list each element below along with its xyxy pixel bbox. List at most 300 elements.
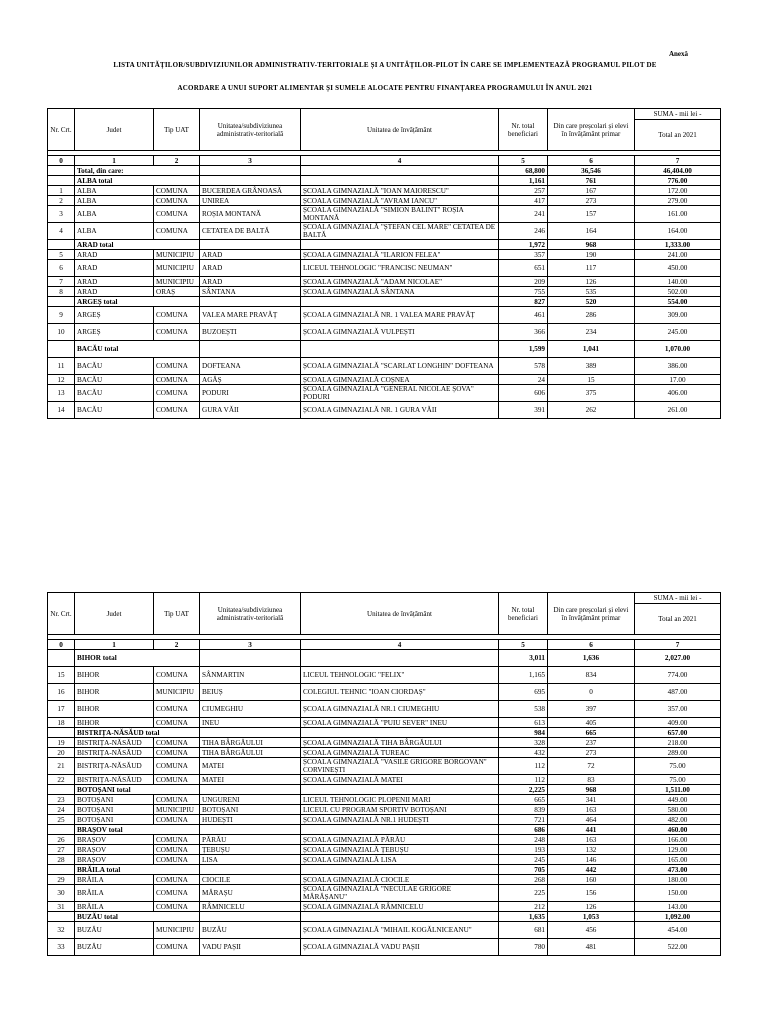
- total-primar: 442: [548, 865, 635, 875]
- county-total-row: [48, 825, 721, 835]
- row-nr: 19: [48, 738, 75, 748]
- row-tip-uat: MUNICIPIU: [154, 684, 200, 701]
- total-label: BIHOR total: [75, 650, 200, 667]
- row-primar: 456: [548, 922, 635, 939]
- total-nr-cell: [48, 341, 75, 358]
- row-primar: 164: [548, 223, 635, 240]
- row-uat: RÂMNICELU: [200, 902, 301, 912]
- header-judet: Judet: [75, 109, 154, 151]
- total-beneficiari: 1,161: [499, 176, 548, 186]
- column-number: 7: [635, 640, 721, 650]
- row-primar: 0: [548, 684, 635, 701]
- row-school: ȘCOALA GIMNAZIALĂ "SIMION BALINT" ROȘIA MONTANĂ: [301, 206, 499, 223]
- row-primar: 375: [548, 385, 635, 402]
- row-beneficiari: 432: [499, 748, 548, 758]
- row-uat: UNIREA: [200, 196, 301, 206]
- row-suma: 164.00: [635, 223, 721, 240]
- header-unitatea: Unitatea/subdiviziunea administrativ-teritorială: [200, 109, 301, 151]
- total-nr-cell: [48, 297, 75, 307]
- row-suma: 357.00: [635, 701, 721, 718]
- row-nr: 16: [48, 684, 75, 701]
- table-row: [48, 277, 721, 287]
- row-suma: 409.00: [635, 718, 721, 728]
- row-primar: 163: [548, 805, 635, 815]
- row-tip-uat: COMUNA: [154, 758, 200, 775]
- county-total-row: [48, 341, 721, 358]
- row-beneficiari: 538: [499, 701, 548, 718]
- row-tip-uat: COMUNA: [154, 775, 200, 785]
- table-row: [48, 748, 721, 758]
- row-school: ȘCOALA GIMNAZIALĂ ȚEBUȘU: [301, 845, 499, 855]
- row-school: ȘCOALA GIMNAZIALĂ "SCARLAT LONGHIN" DOFTEANA: [301, 358, 499, 375]
- row-uat: VADU PAȘII: [200, 939, 301, 956]
- table-row: [48, 885, 721, 902]
- row-primar: 535: [548, 287, 635, 297]
- total-label: ARAD total: [75, 240, 200, 250]
- row-judet: BUZĂU: [75, 939, 154, 956]
- row-school: ȘCOALA GIMNAZIALĂ "NECULAE GRIGORE MĂRĂȘANU": [301, 885, 499, 902]
- row-nr: 13: [48, 385, 75, 402]
- column-number: 2: [154, 156, 200, 166]
- total-beneficiari: 2,225: [499, 785, 548, 795]
- total-label: ARGEȘ total: [75, 297, 200, 307]
- total-nr-cell: [48, 825, 75, 835]
- row-school: ȘCOALA GIMNAZIALĂ LISA: [301, 855, 499, 865]
- table-row: [48, 775, 721, 785]
- row-uat: TIHA BÂRGĂULUI: [200, 748, 301, 758]
- row-beneficiari: 112: [499, 775, 548, 785]
- table-row: [48, 718, 721, 728]
- row-tip-uat: COMUNA: [154, 324, 200, 341]
- table-row: [48, 385, 721, 402]
- table-row: [48, 738, 721, 748]
- row-nr: 15: [48, 667, 75, 684]
- row-school: ȘCOALA GIMNAZIALĂ "MIHAIL KOGĂLNICEANU": [301, 922, 499, 939]
- row-judet: BIHOR: [75, 684, 154, 701]
- row-uat: PĂRĂU: [200, 835, 301, 845]
- total-primar: 1,636: [548, 650, 635, 667]
- row-nr: 23: [48, 795, 75, 805]
- total-beneficiari: 827: [499, 297, 548, 307]
- row-nr: 9: [48, 307, 75, 324]
- row-suma: 241.00: [635, 250, 721, 260]
- row-suma: 386.00: [635, 358, 721, 375]
- row-school: ȘCOALA GIMNAZIALĂ "ADAM NICOLAE": [301, 277, 499, 287]
- row-tip-uat: COMUNA: [154, 748, 200, 758]
- row-suma: 75.00: [635, 775, 721, 785]
- row-suma: 17.00: [635, 375, 721, 385]
- row-uat: LISA: [200, 855, 301, 865]
- row-uat: GURA VĂII: [200, 402, 301, 419]
- total-nr-cell: [48, 176, 75, 186]
- row-nr: 27: [48, 845, 75, 855]
- table-row: [48, 375, 721, 385]
- table-row: [48, 223, 721, 240]
- row-judet: BRAȘOV: [75, 835, 154, 845]
- table-row: [48, 835, 721, 845]
- row-beneficiari: 268: [499, 875, 548, 885]
- row-primar: 160: [548, 875, 635, 885]
- row-uat: BUZOEȘTI: [200, 324, 301, 341]
- total-beneficiari: 68,800: [499, 166, 548, 176]
- row-primar: 286: [548, 307, 635, 324]
- row-nr: 20: [48, 748, 75, 758]
- row-judet: BOTOȘANI: [75, 795, 154, 805]
- annex-label: Anexă: [668, 50, 688, 58]
- total-label: BISTRIȚA-NĂSĂUD total: [75, 728, 200, 738]
- total-suma: 1,333.00: [635, 240, 721, 250]
- row-beneficiari: 780: [499, 939, 548, 956]
- column-number: 6: [548, 156, 635, 166]
- row-school: ȘCOALA GIMNAZIALĂ CIOCILE: [301, 875, 499, 885]
- column-number: 5: [499, 156, 548, 166]
- row-beneficiari: 681: [499, 922, 548, 939]
- total-primar: 665: [548, 728, 635, 738]
- county-total-row: [48, 240, 721, 250]
- row-tip-uat: COMUNA: [154, 939, 200, 956]
- row-uat: ȚEBUȘU: [200, 845, 301, 855]
- row-beneficiari: 328: [499, 738, 548, 748]
- row-primar: 132: [548, 845, 635, 855]
- row-beneficiari: 651: [499, 260, 548, 277]
- row-beneficiari: 24: [499, 375, 548, 385]
- row-nr: 21: [48, 758, 75, 775]
- row-uat: TIHA BÂRGĂULUI: [200, 738, 301, 748]
- row-judet: BIHOR: [75, 718, 154, 728]
- row-beneficiari: 193: [499, 845, 548, 855]
- row-school: ȘCOALA GIMNAZIALĂ "VASILE GRIGORE BORGOVAN" CORVINEȘTI: [301, 758, 499, 775]
- total-suma: 1,092.00: [635, 912, 721, 922]
- table-row: [48, 186, 721, 196]
- row-uat: VALEA MARE PRAVĂȚ: [200, 307, 301, 324]
- row-nr: 12: [48, 375, 75, 385]
- header-beneficiari: Nr. total beneficiari: [499, 109, 548, 151]
- total-empty-cell: [200, 825, 301, 835]
- row-school: COLEGIUL TEHNIC "IOAN CIORDAȘ": [301, 684, 499, 701]
- row-nr: 11: [48, 358, 75, 375]
- row-beneficiari: 357: [499, 250, 548, 260]
- row-suma: 129.00: [635, 845, 721, 855]
- row-uat: PODURI: [200, 385, 301, 402]
- row-tip-uat: COMUNA: [154, 186, 200, 196]
- total-empty-cell: [301, 785, 499, 795]
- row-primar: 83: [548, 775, 635, 785]
- row-beneficiari: 417: [499, 196, 548, 206]
- row-judet: ARAD: [75, 260, 154, 277]
- row-suma: 218.00: [635, 738, 721, 748]
- total-empty-cell: [301, 650, 499, 667]
- row-tip-uat: MUNICIPIU: [154, 277, 200, 287]
- row-school: ȘCOALA GIMNAZIALĂ "PUIU SEVER" INEU: [301, 718, 499, 728]
- row-primar: 389: [548, 358, 635, 375]
- row-judet: BUZĂU: [75, 922, 154, 939]
- row-suma: 487.00: [635, 684, 721, 701]
- row-tip-uat: COMUNA: [154, 885, 200, 902]
- header-row: [48, 593, 721, 604]
- row-primar: 273: [548, 748, 635, 758]
- row-nr: 6: [48, 260, 75, 277]
- column-number: 3: [200, 156, 301, 166]
- row-tip-uat: COMUNA: [154, 223, 200, 240]
- row-judet: ALBA: [75, 223, 154, 240]
- header-nr: Nr. Crt.: [48, 109, 75, 151]
- row-uat: AGĂȘ: [200, 375, 301, 385]
- total-suma: 473.00: [635, 865, 721, 875]
- row-suma: 309.00: [635, 307, 721, 324]
- table-row: [48, 324, 721, 341]
- row-tip-uat: COMUNA: [154, 385, 200, 402]
- row-beneficiari: 665: [499, 795, 548, 805]
- total-suma: 657.00: [635, 728, 721, 738]
- row-tip-uat: COMUNA: [154, 845, 200, 855]
- header-suma: SUMA - mii lei -: [635, 593, 721, 604]
- county-total-row: [48, 912, 721, 922]
- table-row: [48, 875, 721, 885]
- row-tip-uat: COMUNA: [154, 738, 200, 748]
- table-row: [48, 250, 721, 260]
- table-row: [48, 939, 721, 956]
- total-empty-cell: [200, 728, 301, 738]
- table-row: [48, 684, 721, 701]
- row-primar: 464: [548, 815, 635, 825]
- total-empty-cell: [200, 176, 301, 186]
- row-beneficiari: 391: [499, 402, 548, 419]
- column-number: 7: [635, 156, 721, 166]
- row-nr: 10: [48, 324, 75, 341]
- row-school: ȘCOALA GIMNAZIALĂ MATEI: [301, 775, 499, 785]
- row-beneficiari: 112: [499, 758, 548, 775]
- row-primar: 273: [548, 196, 635, 206]
- row-uat: DOFTEANA: [200, 358, 301, 375]
- row-school: ȘCOALA GIMNAZIALĂ "GENERAL NICOLAE ȘOVA" PODURI: [301, 385, 499, 402]
- row-beneficiari: 225: [499, 885, 548, 902]
- row-suma: 180.00: [635, 875, 721, 885]
- row-beneficiari: 613: [499, 718, 548, 728]
- row-nr: 24: [48, 805, 75, 815]
- column-number: 0: [48, 640, 75, 650]
- total-empty-cell: [301, 297, 499, 307]
- total-suma: 460.00: [635, 825, 721, 835]
- county-total-row: [48, 785, 721, 795]
- total-primar: 36,546: [548, 166, 635, 176]
- county-total-row: [48, 728, 721, 738]
- row-judet: BACĂU: [75, 375, 154, 385]
- document-title-line-1: LISTA UNITĂȚILOR/SUBDIVIZIUNILOR ADMINISTRATIV-TERITORIALE ȘI A UNITĂȚILOR-PILOT ÎN CARE SE IMPLEMENTEAZĂ PROGRAMUL PILOT DE: [113, 61, 657, 69]
- row-tip-uat: MUNICIPIU: [154, 922, 200, 939]
- column-number: 0: [48, 156, 75, 166]
- row-suma: 482.00: [635, 815, 721, 825]
- row-judet: ARGEȘ: [75, 307, 154, 324]
- row-primar: 126: [548, 902, 635, 912]
- column-number: 1: [75, 640, 154, 650]
- header-tip-uat: Tip UAT: [154, 109, 200, 151]
- row-nr: 29: [48, 875, 75, 885]
- row-judet: BRĂILA: [75, 902, 154, 912]
- column-number: 6: [548, 640, 635, 650]
- total-empty-cell: [301, 240, 499, 250]
- row-tip-uat: COMUNA: [154, 701, 200, 718]
- row-beneficiari: 606: [499, 385, 548, 402]
- row-beneficiari: 755: [499, 287, 548, 297]
- column-number: 4: [301, 640, 499, 650]
- table-row: [48, 287, 721, 297]
- total-nr-cell: [48, 240, 75, 250]
- row-suma: 172.00: [635, 186, 721, 196]
- row-judet: ALBA: [75, 186, 154, 196]
- header-judet: Judet: [75, 593, 154, 635]
- total-beneficiari: 686: [499, 825, 548, 835]
- row-nr: 18: [48, 718, 75, 728]
- row-uat: CIOCILE: [200, 875, 301, 885]
- total-empty-cell: [301, 341, 499, 358]
- row-uat: BUZĂU: [200, 922, 301, 939]
- total-empty-cell: [301, 176, 499, 186]
- table-row: [48, 795, 721, 805]
- row-school: ȘCOALA GIMNAZIALĂ PĂRĂU: [301, 835, 499, 845]
- row-judet: BOTOȘANI: [75, 805, 154, 815]
- row-primar: 146: [548, 855, 635, 865]
- row-nr: 7: [48, 277, 75, 287]
- header-beneficiari: Nr. total beneficiari: [499, 593, 548, 635]
- row-judet: BACĂU: [75, 402, 154, 419]
- row-nr: 2: [48, 196, 75, 206]
- row-tip-uat: COMUNA: [154, 795, 200, 805]
- row-school: ȘCOALA GIMNAZIALĂ "ILARION FELEA": [301, 250, 499, 260]
- header-suma: SUMA - mii lei -: [635, 109, 721, 120]
- table-row: [48, 758, 721, 775]
- table-row: [48, 902, 721, 912]
- row-primar: 190: [548, 250, 635, 260]
- row-judet: BISTRIȚA-NĂSĂUD: [75, 738, 154, 748]
- row-primar: 262: [548, 402, 635, 419]
- total-primar: 761: [548, 176, 635, 186]
- column-number-row: [48, 640, 721, 650]
- row-nr: 3: [48, 206, 75, 223]
- row-school: LICEUL TEHNOLOGIC PLOPENII MARI: [301, 795, 499, 805]
- row-primar: 72: [548, 758, 635, 775]
- header-total-an: Total an 2021: [635, 604, 721, 635]
- row-judet: ARAD: [75, 277, 154, 287]
- county-total-row: [48, 865, 721, 875]
- table-row: [48, 855, 721, 865]
- total-empty-cell: [301, 825, 499, 835]
- row-judet: BISTRIȚA-NĂSĂUD: [75, 758, 154, 775]
- table-row: [48, 845, 721, 855]
- row-judet: BRĂILA: [75, 875, 154, 885]
- row-uat: BUCERDEA GRÂNOASĂ: [200, 186, 301, 196]
- total-beneficiari: 1,972: [499, 240, 548, 250]
- row-tip-uat: COMUNA: [154, 875, 200, 885]
- row-school: ȘCOALA GIMNAZIALĂ TUREAC: [301, 748, 499, 758]
- total-empty-cell: [301, 728, 499, 738]
- row-school: ȘCOALA GIMNAZIALĂ "ȘTEFAN CEL MARE" CETATEA DE BALTĂ: [301, 223, 499, 240]
- header-total-an: Total an 2021: [635, 120, 721, 151]
- total-beneficiari: 1,635: [499, 912, 548, 922]
- total-empty-cell: [200, 341, 301, 358]
- row-school: ȘCOALA GIMNAZIALĂ NR.1 CIUMEGHIU: [301, 701, 499, 718]
- row-uat: BOTOȘANI: [200, 805, 301, 815]
- total-beneficiari: 1,599: [499, 341, 548, 358]
- table-row: [48, 805, 721, 815]
- row-suma: 150.00: [635, 885, 721, 902]
- row-tip-uat: COMUNA: [154, 375, 200, 385]
- row-judet: BACĂU: [75, 385, 154, 402]
- row-primar: 126: [548, 277, 635, 287]
- row-judet: BIHOR: [75, 667, 154, 684]
- total-primar: 1,053: [548, 912, 635, 922]
- row-uat: ROȘIA MONTANĂ: [200, 206, 301, 223]
- column-number: 5: [499, 640, 548, 650]
- column-number-row: [48, 156, 721, 166]
- total-primar: 520: [548, 297, 635, 307]
- header-unitatea-invatamant: Unitatea de învățământ: [301, 109, 499, 151]
- total-suma: 2,027.00: [635, 650, 721, 667]
- row-beneficiari: 212: [499, 902, 548, 912]
- row-suma: 522.00: [635, 939, 721, 956]
- row-school: ȘCOALA GIMNAZIALĂ "AVRAM IANCU": [301, 196, 499, 206]
- table-row: [48, 206, 721, 223]
- row-nr: 25: [48, 815, 75, 825]
- total-beneficiari: 984: [499, 728, 548, 738]
- row-judet: BISTRIȚA-NĂSĂUD: [75, 748, 154, 758]
- total-primar: 441: [548, 825, 635, 835]
- row-judet: BISTRIȚA-NĂSĂUD: [75, 775, 154, 785]
- row-school: ȘCOALA GIMNAZIALĂ NR. 1 VALEA MARE PRAVĂȚ: [301, 307, 499, 324]
- total-primar: 968: [548, 785, 635, 795]
- table-row: [48, 358, 721, 375]
- row-beneficiari: 246: [499, 223, 548, 240]
- row-primar: 397: [548, 701, 635, 718]
- row-suma: 774.00: [635, 667, 721, 684]
- row-tip-uat: COMUNA: [154, 855, 200, 865]
- total-label: BUZĂU total: [75, 912, 200, 922]
- row-school: ȘCOALA GIMNAZIALĂ RÂMNICELU: [301, 902, 499, 912]
- header-unitatea: Unitatea/subdiviziunea administrativ-teritorială: [200, 593, 301, 635]
- total-suma: 1,511.00: [635, 785, 721, 795]
- row-suma: 406.00: [635, 385, 721, 402]
- row-tip-uat: MUNICIPIU: [154, 805, 200, 815]
- total-label: BACĂU total: [75, 341, 200, 358]
- row-school: LICEUL TEHNOLOGIC "FRANCISC NEUMAN": [301, 260, 499, 277]
- row-judet: BOTOȘANI: [75, 815, 154, 825]
- row-primar: 234: [548, 324, 635, 341]
- row-suma: 454.00: [635, 922, 721, 939]
- total-suma: 1,070.00: [635, 341, 721, 358]
- allocation-table-1: [47, 108, 721, 419]
- table-row: [48, 701, 721, 718]
- table-row: [48, 196, 721, 206]
- total-empty-cell: [200, 785, 301, 795]
- row-suma: 75.00: [635, 758, 721, 775]
- row-nr: 33: [48, 939, 75, 956]
- total-primar: 1,041: [548, 341, 635, 358]
- row-primar: 341: [548, 795, 635, 805]
- row-suma: 261.00: [635, 402, 721, 419]
- total-beneficiari: 705: [499, 865, 548, 875]
- row-tip-uat: COMUNA: [154, 402, 200, 419]
- row-primar: 405: [548, 718, 635, 728]
- total-label: BOTOȘANI total: [75, 785, 200, 795]
- total-empty-cell: [301, 865, 499, 875]
- row-uat: CETATEA DE BALTĂ: [200, 223, 301, 240]
- row-uat: HUDEȘTI: [200, 815, 301, 825]
- row-beneficiari: 366: [499, 324, 548, 341]
- row-beneficiari: 461: [499, 307, 548, 324]
- row-primar: 117: [548, 260, 635, 277]
- header-row: [48, 109, 721, 120]
- table-row: [48, 402, 721, 419]
- row-school: ȘCOALA GIMNAZIALĂ NR.1 HUDEȘTI: [301, 815, 499, 825]
